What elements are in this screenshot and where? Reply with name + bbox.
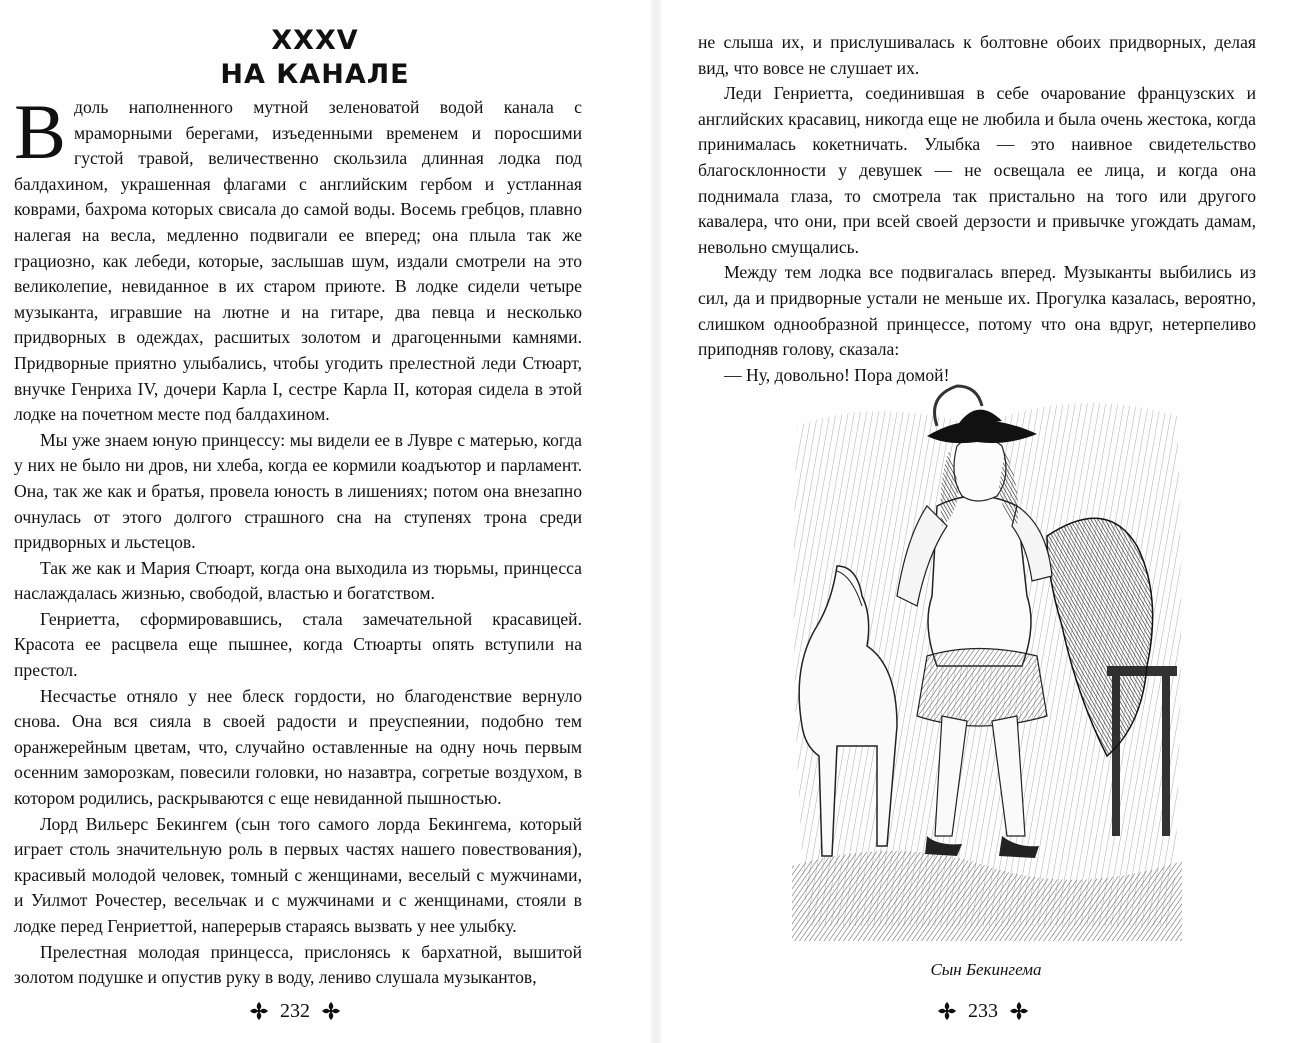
chapter-number: XXXV xyxy=(271,25,359,56)
page-number-left xyxy=(240,996,350,1026)
paragraph: Лорд Вильерс Бекингем (сын того самого лорда Бекингема, который играет столь значительную роль в первых частях нашего повествования), красивый молодой человек, томный с женщинами, веселый с мужчинами, и Уилмот Рочестер, весельчак и с мужчинами и с женщинами, стояли в лодке перед Генриеттой, наперерыв стараясь вызвать у нее улыбку. xyxy=(14,813,582,936)
drop-cap: В xyxy=(14,88,67,175)
paragraph: — Ну, довольно! Пора домой! xyxy=(724,364,950,385)
right-page xyxy=(656,0,1312,1043)
paragraph: Мы уже знаем юную принцессу: мы видели ее в Лувре с матерью, когда у них не было ни дров, ни хлеба, когда ее кормили коадъютор и парламент. Она, так же как и братья, провела юность в лишениях; потом она внезапно очнулась от этого долгого страшного сна на ступенях трона среди придворных и льстецов. xyxy=(14,429,582,553)
page-number: 232 xyxy=(280,999,310,1022)
paragraph xyxy=(14,88,582,428)
paragraph: Прелестная молодая принцесса, прислонясь к бархатной, вышитой золотом подушке и опустив руку в воду, лениво слушала музыкантов, xyxy=(14,941,582,988)
chapter-heading xyxy=(30,24,600,92)
paragraph: Между тем лодка все подвигалась вперед. Музыканты выбились из сил, да и придворные устали не меньше их. Прогулка казалась, вероятно, слишком однообразной принцессе, потому что она вдруг, нетерпеливо приподняв голову, сказала: xyxy=(698,262,1256,360)
paragraph: Несчастье отняло у нее блеск гордости, но благоденствие вернуло снова. Она вся сияла в своей радости и преуспеянии, подобно тем оранжерейным цветам, что, случайно оставленные на одну ночь первым осенним заморозкам, повесили головки, но назавтра, согретые воздухом, в котором родились, раскрываются с еще невиданной пышностью. xyxy=(14,685,582,809)
fleuron-ornament-icon xyxy=(248,1000,270,1022)
left-page-text xyxy=(14,88,582,991)
paragraph: Так же как и Мария Стюарт, когда она выходила из тюрьмы, принцесса наслаждалась жизнью, свободой, властью и богатством. xyxy=(14,557,582,604)
right-page-text xyxy=(698,30,1256,388)
engraving-illustration xyxy=(777,366,1195,944)
page-number-right xyxy=(928,996,1038,1026)
page-number: 233 xyxy=(968,999,998,1022)
fleuron-ornament-icon xyxy=(936,1000,958,1022)
paragraph: не слыша их, и прислушивалась к болтовне обоих придворных, делая вид, что вовсе не слушает их. xyxy=(698,32,1256,78)
chapter-title: НА КАНАЛЕ xyxy=(220,59,410,90)
paragraph: Леди Генриетта, соединившая в себе очарование французских и английских красавиц, никогда еще не любила и была очень жестока, когда принималась кокетничать. Улыбка — это наивное свидетельство благосклонности у девушек — не освещала ее лица, и когда она поднимала глаза, то смотрела так пристально на того или другого кавалера, что они, при всей своей дерзости и привычке угождать дамам, невольно смущались. xyxy=(698,83,1256,257)
fleuron-ornament-icon xyxy=(320,1000,342,1022)
illustration-caption: Сын Бекингема xyxy=(930,960,1042,979)
paragraph-text: доль наполненного мутной зеленоватой водой канала с мраморными берегами, изъеденными временем и поросшими густой травой, величественно скользила длинная лодка под балдахином, украшенная флагами с английским гербом и устланная коврами, бахрома которых свисала до самой воды. Восемь гребцов, плавно налегая на весла, медленно подвигали ее вперед; она плыла так же грациозно, как лебеди, которые, заслышав шум, издали смотрели на это великолепие, невиданное в их старом приюте. В лодке сидели четыре музыканта, игравшие на лютне и на гитаре, два певца и несколько придворных в одеждах, расшитых золотом и драгоценными камнями. Придворные приятно улыбались, чтобы угодить прелестной леди Стюарт, внучке Генриха IV, дочери Карла I, сестре Карла II, которая сидела в этой лодке на почетном месте под балдахином. xyxy=(14,97,582,425)
fleuron-ornament-icon xyxy=(1008,1000,1030,1022)
paragraph: Генриетта, сформировавшись, стала замечательной красавицей. Красота ее расцвела еще пышнее, когда Стюарты опять вступили на престол. xyxy=(14,608,582,681)
